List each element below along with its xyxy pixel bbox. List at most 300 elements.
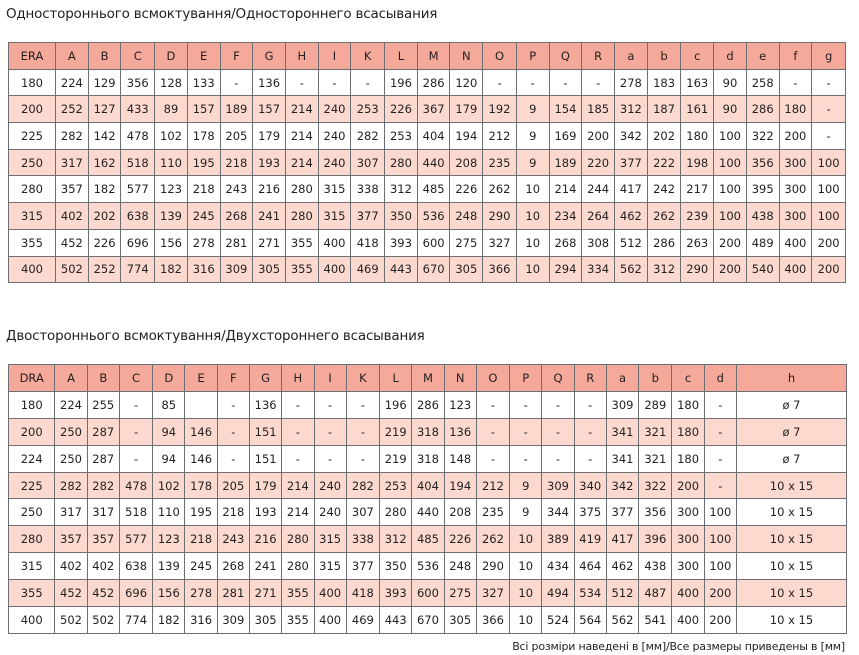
table-cell: 189 (220, 96, 253, 123)
table-cell: 278 (615, 69, 648, 96)
table-cell: 268 (217, 553, 249, 580)
column-header: Q (542, 365, 574, 392)
table-cell: 100 (714, 149, 747, 176)
column-header: f (779, 43, 812, 70)
table-cell: 100 (714, 203, 747, 230)
table-cell: 200 (9, 418, 55, 445)
table-cell: 100 (704, 526, 736, 553)
table-cell: ø 7 (736, 391, 846, 418)
table-cell: - (542, 445, 574, 472)
table-cell: 367 (417, 96, 450, 123)
table-cell: 178 (187, 123, 220, 150)
table-cell: 180 (672, 391, 704, 418)
table-cell: 433 (121, 96, 155, 123)
column-header: DRA (9, 365, 55, 392)
table-cell: 562 (615, 256, 648, 283)
column-header: A (55, 365, 87, 392)
table-cell: 216 (249, 526, 281, 553)
table-cell: - (282, 445, 314, 472)
table-cell: 162 (88, 149, 121, 176)
table-cell: 321 (639, 445, 672, 472)
column-header: F (220, 43, 253, 70)
table-cell: 240 (318, 96, 351, 123)
table-cell: 307 (351, 149, 385, 176)
table-cell: 178 (185, 472, 217, 499)
table-cell: - (574, 391, 606, 418)
column-header: a (606, 365, 638, 392)
table-cell: 239 (681, 203, 714, 230)
table-cell: 289 (639, 391, 672, 418)
column-header: P (516, 43, 549, 70)
table-cell: - (318, 69, 351, 96)
table-cell: 219 (380, 445, 412, 472)
table-cell: 242 (647, 176, 681, 203)
column-header: G (249, 365, 281, 392)
table-cell: 318 (412, 445, 444, 472)
table-cell: 440 (412, 499, 444, 526)
table-cell: - (282, 391, 314, 418)
table-cell: 180 (681, 123, 714, 150)
table-cell: 316 (187, 256, 220, 283)
table-cell: 202 (88, 203, 121, 230)
single-suction-title: Одностороннього всмоктування/Одностороннего всасывания (6, 6, 438, 22)
table-cell: - (779, 69, 812, 96)
table-cell: 350 (385, 203, 418, 230)
table-cell: 157 (187, 96, 220, 123)
table-cell: 193 (249, 499, 281, 526)
table-cell: 102 (153, 472, 185, 499)
table-cell: 327 (476, 580, 509, 607)
table-cell: 356 (746, 149, 779, 176)
table-cell: 478 (121, 123, 155, 150)
table-cell: 218 (187, 176, 220, 203)
table-cell: 200 (582, 123, 615, 150)
table-cell: 90 (714, 69, 747, 96)
column-header: c (681, 43, 714, 70)
table-cell: 312 (647, 256, 681, 283)
table-cell: 315 (314, 526, 346, 553)
table-cell: 100 (812, 203, 846, 230)
table-cell: 235 (483, 149, 517, 176)
table-cell: 400 (314, 580, 346, 607)
table-cell: 179 (450, 96, 483, 123)
table-cell: 94 (153, 418, 185, 445)
table-cell: 10 (510, 607, 542, 634)
table-cell: 338 (351, 176, 385, 203)
table-cell: 282 (56, 123, 89, 150)
table-row (9, 553, 847, 580)
table-cell: 200 (779, 123, 812, 150)
column-header: O (476, 365, 509, 392)
table-cell: 240 (314, 499, 346, 526)
table-cell: 243 (220, 176, 253, 203)
column-header: h (736, 365, 846, 392)
column-header: e (746, 43, 779, 70)
table-cell: - (351, 69, 385, 96)
table-cell: 670 (417, 256, 450, 283)
table-cell: 469 (351, 256, 385, 283)
table-cell: - (542, 391, 574, 418)
table-cell: 485 (417, 176, 450, 203)
table-cell: 287 (87, 418, 119, 445)
table-cell: 305 (253, 256, 286, 283)
column-header: D (155, 43, 188, 70)
table-cell: 180 (9, 391, 55, 418)
table-cell: 638 (121, 203, 155, 230)
table-cell: 355 (9, 229, 56, 256)
table-cell: ø 7 (736, 418, 846, 445)
table-cell: 300 (672, 553, 704, 580)
table-cell: 280 (282, 526, 314, 553)
table-cell: 307 (346, 499, 379, 526)
table-cell: 179 (249, 472, 281, 499)
table-cell: 10 x 15 (736, 553, 846, 580)
table-cell: 395 (746, 176, 779, 203)
column-header: B (88, 43, 121, 70)
table-cell: 512 (606, 580, 638, 607)
table-cell: 404 (412, 472, 444, 499)
table-cell: 151 (249, 418, 281, 445)
table-cell: 214 (549, 176, 582, 203)
table-cell: 340 (574, 472, 606, 499)
table-row (9, 176, 846, 203)
table-cell: 217 (681, 176, 714, 203)
table-cell: 338 (346, 526, 379, 553)
table-cell: 157 (253, 96, 286, 123)
table-cell: 180 (672, 445, 704, 472)
column-header: E (187, 43, 220, 70)
table-cell: 494 (542, 580, 574, 607)
table-row (9, 445, 847, 472)
table-cell: 577 (121, 176, 155, 203)
table-cell: 487 (639, 580, 672, 607)
table-cell: 146 (185, 445, 217, 472)
table-cell: 248 (444, 553, 476, 580)
table-cell: 309 (606, 391, 638, 418)
table-cell: 182 (88, 176, 121, 203)
table-cell: 154 (549, 96, 582, 123)
table-cell: 286 (746, 96, 779, 123)
table-cell: 696 (121, 229, 155, 256)
table-cell: 224 (56, 69, 89, 96)
table-cell: 315 (9, 553, 55, 580)
column-header: O (483, 43, 517, 70)
table-cell: 161 (681, 96, 714, 123)
table-cell: 418 (346, 580, 379, 607)
table-cell: 100 (812, 149, 846, 176)
table-cell: 196 (380, 391, 412, 418)
table-cell: 577 (119, 526, 152, 553)
column-header: D (153, 365, 185, 392)
table-cell: - (516, 69, 549, 96)
table-cell: 317 (56, 149, 89, 176)
table-cell: 200 (9, 96, 56, 123)
table-cell: 10 (510, 580, 542, 607)
table-cell: 502 (56, 256, 89, 283)
table-cell: 94 (153, 445, 185, 472)
table-cell: 518 (119, 499, 152, 526)
table-cell: 317 (55, 499, 87, 526)
column-header: G (253, 43, 286, 70)
table-cell: 100 (812, 176, 846, 203)
table-row (9, 418, 847, 445)
table-cell: 774 (121, 256, 155, 283)
table-cell: 194 (444, 472, 476, 499)
table-cell: 341 (606, 445, 638, 472)
table-cell: 341 (606, 418, 638, 445)
table-cell: 110 (153, 499, 185, 526)
table-cell: 309 (542, 472, 574, 499)
table-cell: 315 (9, 203, 56, 230)
table-cell: 478 (119, 472, 152, 499)
table-cell: 169 (549, 123, 582, 150)
table-cell: - (812, 69, 846, 96)
table-cell: 226 (450, 176, 483, 203)
table-row (9, 391, 847, 418)
table-cell: 123 (153, 526, 185, 553)
table-cell: 357 (55, 526, 87, 553)
table-cell: 123 (155, 176, 188, 203)
table-cell: 214 (282, 472, 314, 499)
table-cell: 315 (314, 553, 346, 580)
column-header: L (385, 43, 418, 70)
table-cell: 638 (119, 553, 152, 580)
table-cell: 393 (385, 229, 418, 256)
column-header: I (318, 43, 351, 70)
table-cell: 400 (672, 580, 704, 607)
table-cell: 102 (155, 123, 188, 150)
table-cell: 205 (217, 472, 249, 499)
table-cell: 10 x 15 (736, 580, 846, 607)
table-cell: 280 (285, 203, 318, 230)
table-cell: 389 (542, 526, 574, 553)
table-cell: 268 (549, 229, 582, 256)
table-cell: 240 (314, 472, 346, 499)
table-cell: 462 (606, 553, 638, 580)
table-cell: - (217, 445, 249, 472)
table-cell: 240 (318, 149, 351, 176)
column-header: K (346, 365, 379, 392)
table-cell: 290 (681, 256, 714, 283)
table-cell: 564 (574, 607, 606, 634)
table-cell: 452 (87, 580, 119, 607)
column-header: E (185, 365, 217, 392)
table-cell: 193 (253, 149, 286, 176)
table-cell: 536 (412, 553, 444, 580)
table-row (9, 203, 846, 230)
table-cell: 216 (253, 176, 286, 203)
table-cell: - (476, 418, 509, 445)
table-cell: 540 (746, 256, 779, 283)
table-cell: 600 (417, 229, 450, 256)
column-header: d (714, 43, 747, 70)
table-cell: 139 (155, 203, 188, 230)
table-cell: 248 (450, 203, 483, 230)
table-row (9, 526, 847, 553)
table-cell: 253 (351, 96, 385, 123)
table-cell: 462 (615, 203, 648, 230)
table-cell: 163 (681, 69, 714, 96)
table-cell: 402 (87, 553, 119, 580)
table-cell: 485 (412, 526, 444, 553)
table-cell: 402 (56, 203, 89, 230)
table-cell: 355 (282, 607, 314, 634)
table-cell: 271 (253, 229, 286, 256)
column-header: N (450, 43, 483, 70)
table-cell: 156 (155, 229, 188, 256)
table-cell: 219 (380, 418, 412, 445)
table-cell: 334 (582, 256, 615, 283)
table-cell: 278 (187, 229, 220, 256)
table-cell: 282 (346, 472, 379, 499)
table-cell: 400 (318, 256, 351, 283)
table-cell: 214 (285, 149, 318, 176)
table-cell: 264 (582, 203, 615, 230)
table-cell: 317 (87, 499, 119, 526)
table-cell: 418 (351, 229, 385, 256)
table-cell: 377 (615, 149, 648, 176)
column-header: B (87, 365, 119, 392)
table-cell: - (346, 445, 379, 472)
table-cell: - (549, 69, 582, 96)
table-row (9, 96, 846, 123)
table-cell: 464 (574, 553, 606, 580)
table-cell: - (510, 418, 542, 445)
column-header: Q (549, 43, 582, 70)
table-cell: 194 (450, 123, 483, 150)
table-cell: 350 (380, 553, 412, 580)
column-header: C (119, 365, 152, 392)
table-cell: 195 (185, 499, 217, 526)
table-cell: 146 (185, 418, 217, 445)
table-cell: 10 (516, 256, 549, 283)
table-cell: 312 (385, 176, 418, 203)
table-cell: 366 (476, 607, 509, 634)
table-cell: 300 (779, 176, 812, 203)
table-cell: ø 7 (736, 445, 846, 472)
column-header: b (647, 43, 681, 70)
table-cell: 438 (639, 553, 672, 580)
table-cell: 502 (87, 607, 119, 634)
table-cell: 440 (417, 149, 450, 176)
table-cell: 316 (185, 607, 217, 634)
table-cell: 226 (385, 96, 418, 123)
single-suction-table (8, 42, 846, 283)
table-cell: - (812, 96, 846, 123)
table-cell: 100 (714, 123, 747, 150)
table-cell: 377 (346, 553, 379, 580)
table-cell: - (704, 391, 736, 418)
table-cell: 518 (121, 149, 155, 176)
table-cell: 562 (606, 607, 638, 634)
table-cell: 322 (746, 123, 779, 150)
table-cell: 225 (9, 123, 56, 150)
table-cell: 214 (282, 499, 314, 526)
table-cell: 400 (779, 229, 812, 256)
column-header: g (812, 43, 846, 70)
table-cell: - (285, 69, 318, 96)
table-cell: 142 (88, 123, 121, 150)
table-row (9, 149, 846, 176)
table-cell: - (314, 418, 346, 445)
table-cell: 541 (639, 607, 672, 634)
table-cell: 226 (88, 229, 121, 256)
table-cell: 280 (9, 176, 56, 203)
table-cell: 10 (516, 229, 549, 256)
table-cell: 357 (87, 526, 119, 553)
table-cell: - (483, 69, 517, 96)
table-cell: 192 (483, 96, 517, 123)
table-cell: 253 (385, 123, 418, 150)
table-cell: 235 (476, 499, 509, 526)
table-cell: 10 x 15 (736, 526, 846, 553)
table-cell: 214 (285, 96, 318, 123)
table-cell: 9 (516, 149, 549, 176)
table-cell: 218 (217, 499, 249, 526)
table-row (9, 580, 847, 607)
table-cell: 198 (681, 149, 714, 176)
table-cell: 133 (187, 69, 220, 96)
table-cell: 241 (253, 203, 286, 230)
table-cell: 156 (153, 580, 185, 607)
table-cell: 280 (380, 499, 412, 526)
table-cell: 282 (55, 472, 87, 499)
table-cell: - (574, 445, 606, 472)
table-cell: 182 (153, 607, 185, 634)
table-cell: 312 (380, 526, 412, 553)
table-cell: 212 (476, 472, 509, 499)
table-cell: 200 (714, 229, 747, 256)
dimensions-footnote: Всі розміри наведені в [мм]/Все размеры приведены в [мм] (512, 640, 845, 653)
table-cell: 234 (549, 203, 582, 230)
table-cell: - (510, 391, 542, 418)
table-cell: - (220, 69, 253, 96)
table-cell: - (582, 69, 615, 96)
table-cell: 218 (220, 149, 253, 176)
column-header: M (417, 43, 450, 70)
table-cell: - (217, 391, 249, 418)
table-cell: 195 (187, 149, 220, 176)
table-cell: 200 (812, 229, 846, 256)
table-cell: 502 (55, 607, 87, 634)
table-cell: 452 (55, 580, 87, 607)
table-cell: - (346, 391, 379, 418)
table-cell: 129 (88, 69, 121, 96)
column-header: I (314, 365, 346, 392)
table-cell: 100 (704, 553, 736, 580)
table-cell: 85 (153, 391, 185, 418)
table-cell: 469 (346, 607, 379, 634)
table-cell: 9 (510, 499, 542, 526)
table-cell: 290 (483, 203, 517, 230)
table-cell: 434 (542, 553, 574, 580)
table-row (9, 229, 846, 256)
table-cell: 189 (549, 149, 582, 176)
table-cell: 10 x 15 (736, 472, 846, 499)
table-cell: 151 (249, 445, 281, 472)
table-cell: 309 (220, 256, 253, 283)
table-cell: 404 (417, 123, 450, 150)
table-cell: 253 (380, 472, 412, 499)
table-cell: 220 (582, 149, 615, 176)
table-cell: 200 (714, 256, 747, 283)
table-cell: 182 (155, 256, 188, 283)
table-cell: 305 (450, 256, 483, 283)
table-cell: 300 (779, 149, 812, 176)
table-cell: 200 (672, 472, 704, 499)
table-cell: 286 (417, 69, 450, 96)
table-header-row (9, 43, 846, 70)
